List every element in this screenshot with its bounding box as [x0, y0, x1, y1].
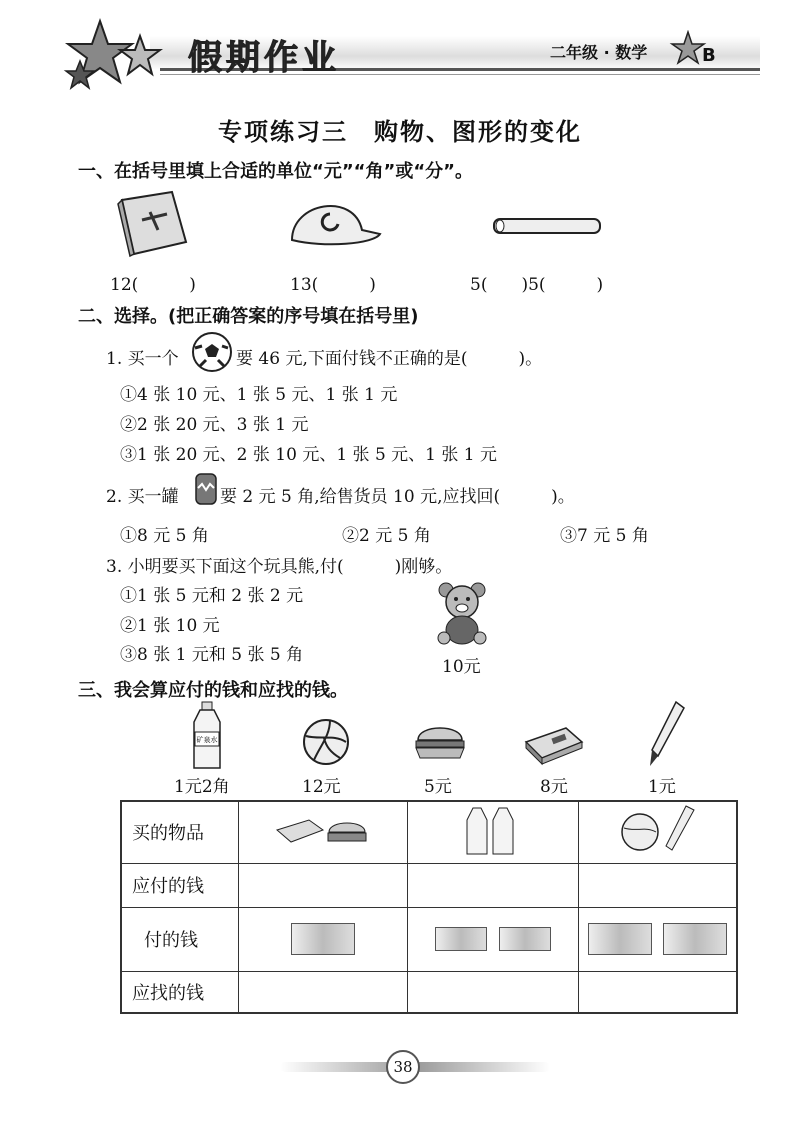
banknote-icon: [588, 923, 652, 955]
price-hamburger: 5元: [424, 777, 452, 797]
should-pay-cell-2[interactable]: [408, 863, 579, 907]
pencil-stick-icon: [492, 216, 604, 238]
item-cap-price: 13( ): [290, 275, 376, 295]
q3-option-1: ①1 张 5 元和 2 张 2 元: [120, 586, 304, 606]
shopping-table: [120, 800, 738, 1014]
can-icon: [194, 472, 218, 506]
item-stick-price: 5( )5( ): [470, 275, 604, 295]
row-label-items: 买的物品: [121, 801, 239, 863]
price-volleyball: 12元: [302, 777, 341, 797]
q2-option-3: ③7 元 5 角: [560, 526, 649, 546]
q3-option-3: ③8 张 1 元和 5 张 5 角: [120, 645, 304, 665]
water-bottle-icon: [190, 700, 224, 772]
banknote-20-icon: [291, 923, 355, 955]
q1-text: 要 46 元,下面付钱不正确的是( )。: [236, 349, 543, 369]
bottle-label: 矿泉水: [196, 736, 218, 744]
paid-cell-2: [408, 907, 579, 971]
row-label-should-pay: 应付的钱: [121, 863, 239, 907]
change-cell-3[interactable]: [579, 971, 738, 1013]
q1-prefix: 1. 买一个: [106, 349, 179, 369]
banknote-icon: [499, 927, 551, 951]
cap-icon: [284, 192, 384, 252]
q1-option-1: ①4 张 10 元、1 张 5 元、1 张 1 元: [120, 385, 398, 405]
page-title: 专项练习三 购物、图形的变化: [218, 117, 582, 146]
pen-icon: [646, 700, 686, 770]
items-cell-3: [579, 801, 738, 863]
change-cell-1[interactable]: [239, 971, 408, 1013]
teddy-bear-icon: [432, 580, 492, 646]
q3-option-2: ②1 张 10 元: [120, 616, 220, 636]
row-label-paid: 付的钱: [121, 907, 239, 971]
banknote-10-icon: [663, 923, 727, 955]
page-number: 38: [386, 1050, 420, 1084]
bear-price: 10元: [442, 657, 481, 677]
q2-option-2: ②2 元 5 角: [342, 526, 431, 546]
paid-cell-1: [239, 907, 408, 971]
header-version: B: [702, 45, 716, 66]
price-water: 1元2角: [174, 777, 230, 797]
items-cell-1: [239, 801, 408, 863]
section2-heading: 二、选择。(把正确答案的序号填在括号里): [78, 306, 419, 327]
hamburger-icon: [414, 722, 466, 764]
change-cell-2[interactable]: [408, 971, 579, 1013]
header-grade: 二年级 · 数学: [550, 43, 648, 62]
section3-heading: 三、我会算应付的钱和应找的钱。: [78, 680, 348, 701]
pencil-case-hamburger-icon: [273, 812, 373, 848]
stars-logo-icon: [60, 16, 170, 96]
q1-option-3: ③1 张 20 元、2 张 10 元、1 张 5 元、1 张 1 元: [120, 445, 498, 465]
two-water-bottles-icon: [465, 804, 521, 856]
banknote-icon: [435, 927, 487, 951]
items-cell-2: [408, 801, 579, 863]
should-pay-cell-3[interactable]: [579, 863, 738, 907]
price-pencil-case: 8元: [540, 777, 568, 797]
volleyball-icon: [300, 716, 352, 768]
book-icon: [112, 190, 192, 258]
q2-option-1: ①8 元 5 角: [120, 526, 209, 546]
q1-option-2: ②2 张 20 元、3 张 1 元: [120, 415, 309, 435]
volleyball-pen-icon: [618, 804, 698, 856]
item-book-price: 12( ): [110, 275, 196, 295]
soccer-ball-icon: [190, 330, 234, 374]
price-pen: 1元: [648, 777, 676, 797]
section1-heading: 一、在括号里填上合适的单位“元”“角”或“分”。: [78, 161, 473, 182]
q2-text: 要 2 元 5 角,给售货员 10 元,应找回( )。: [220, 487, 575, 507]
paid-cell-3: [579, 907, 738, 971]
pencil-case-icon: [522, 722, 586, 766]
header-title: 假期作业: [188, 38, 340, 78]
should-pay-cell-1[interactable]: [239, 863, 408, 907]
q3-text: 3. 小明要买下面这个玩具熊,付( )刚够。: [106, 557, 453, 577]
row-label-change: 应找的钱: [121, 971, 239, 1013]
q2-prefix: 2. 买一罐: [106, 487, 179, 507]
